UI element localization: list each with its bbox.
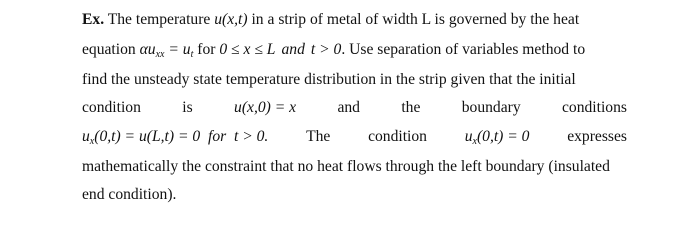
and-word-italic: and xyxy=(281,41,305,58)
t-domain: t > 0 xyxy=(310,41,342,58)
line-1-text: The temperature xyxy=(104,11,215,28)
xx-subscript: xx xyxy=(155,49,165,60)
bc2-x-subscript: x xyxy=(472,136,477,147)
line-4 xyxy=(82,98,627,118)
u-x-t: u(x,t) xyxy=(214,11,248,28)
boundary-condition-1 xyxy=(82,127,268,147)
line-7: end condition). xyxy=(82,186,177,203)
word-the-2: The xyxy=(306,128,331,145)
bc2-u: u xyxy=(464,128,473,145)
bc-x-subscript: x xyxy=(89,136,95,147)
bc-t: t > 0. xyxy=(233,128,269,145)
line-6: mathematically the constraint that no heat flows through the left boundary (insulated xyxy=(82,158,610,175)
word-conditions: conditions xyxy=(562,99,627,116)
word-boundary: boundary xyxy=(461,99,521,116)
for-word: for xyxy=(193,41,220,58)
word-condition-2: condition xyxy=(368,128,427,145)
word-condition: condition xyxy=(82,99,141,116)
bc-u: u xyxy=(82,128,90,145)
x-domain: 0 ≤ x ≤ L xyxy=(219,41,276,58)
word-and: and xyxy=(337,99,360,116)
bc2-args: (0,t) = 0 xyxy=(476,128,530,145)
line-2-tail: . Use separation of variables method to xyxy=(341,41,586,58)
t-subscript: t xyxy=(190,49,194,60)
bc-args: (0,t) = u(L,t) = 0 xyxy=(94,128,201,145)
line-1-tail: in a strip of metal of width L is governed by the heat xyxy=(247,11,580,28)
word-is: is xyxy=(182,99,193,116)
boundary-condition-2 xyxy=(465,127,530,147)
pde-rhs: = u xyxy=(164,41,191,58)
pde xyxy=(140,41,194,58)
word-the: the xyxy=(401,99,421,116)
line-3: find the unsteady state temperature distribution in the strip given that the initial xyxy=(82,71,576,88)
line-5 xyxy=(82,127,627,147)
bc-for: for xyxy=(207,128,227,145)
example-label: Ex. xyxy=(82,11,105,28)
line-2 xyxy=(82,40,627,60)
equation-word: equation xyxy=(82,41,140,58)
u-symbol: u xyxy=(147,41,156,58)
line-1 xyxy=(82,10,627,30)
initial-condition: u(x,0) = x xyxy=(234,99,297,116)
alpha-symbol: α xyxy=(139,41,148,58)
word-expresses: expresses xyxy=(567,128,627,145)
